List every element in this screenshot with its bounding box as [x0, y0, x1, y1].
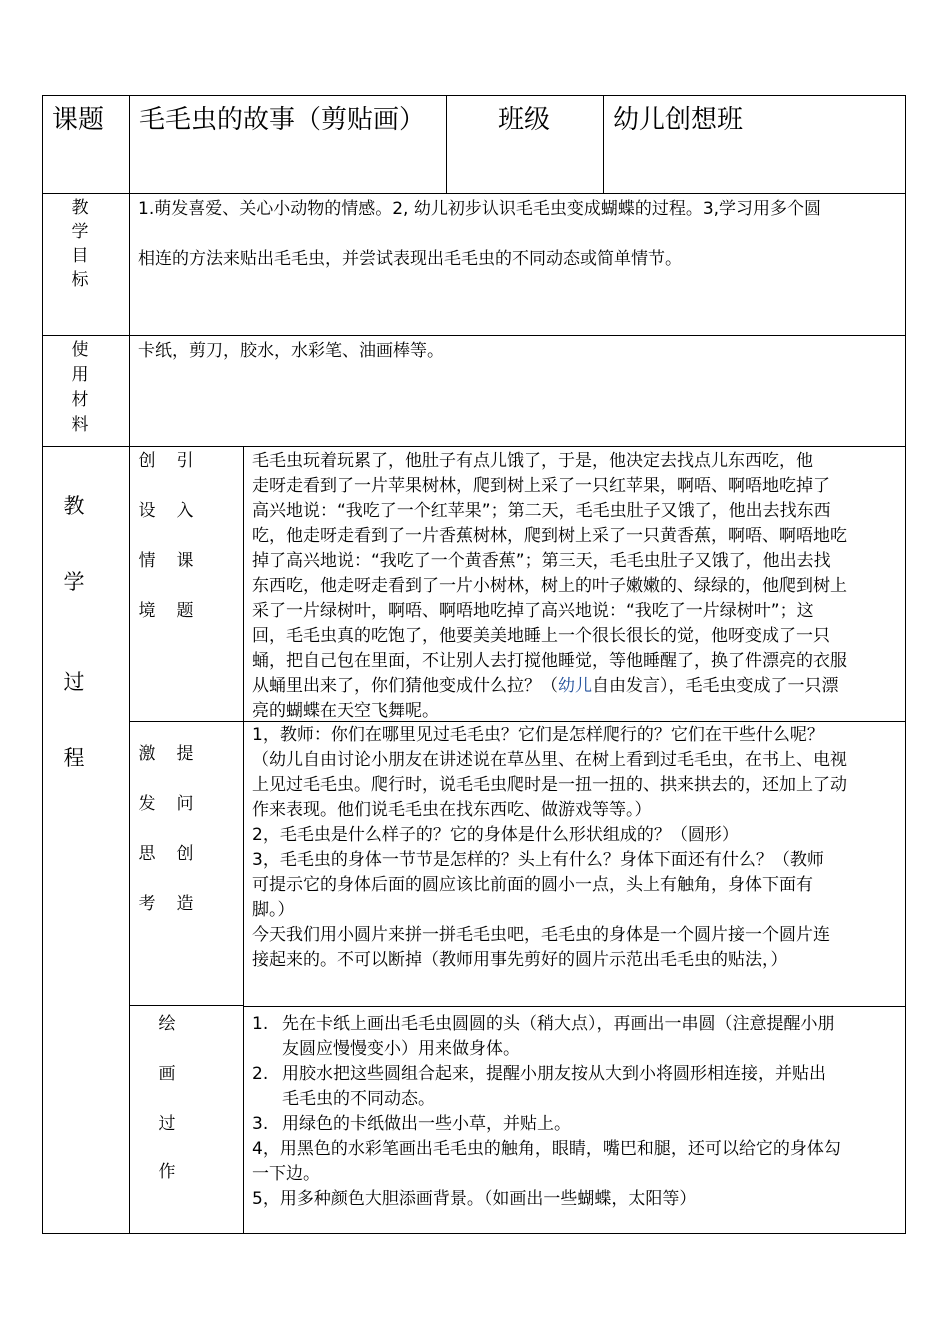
row-divider-process-2b: [243, 1006, 905, 1007]
table-border-right: [905, 95, 906, 1234]
goals-line-1: 1.萌发喜爱、关心小动物的情感。2, 幼儿初步认识毛毛虫变成蝴蝶的过程。3,学习用多个圆: [138, 199, 822, 219]
col-divider-sublabel: [243, 446, 244, 1234]
highlight-children: 幼儿: [558, 676, 592, 696]
table-border-bottom: [42, 1233, 905, 1234]
section2-label-4a: 考: [138, 894, 156, 914]
step-1: 1. 先在卡纸上画出毛毛虫圆圆的头（稍大点），再画出一串圆（注意提醒小朋: [252, 1014, 835, 1034]
section2-label-4b: 造: [176, 894, 194, 914]
section3-label-4: 作: [158, 1162, 176, 1182]
row-divider-materials: [42, 446, 905, 447]
goals-line-2: 相连的方法来贴出毛毛虫，并尝试表现出毛毛虫的不同动态或简单情节。: [138, 249, 682, 269]
table-border-top: [42, 95, 905, 96]
materials-text: 卡纸，剪刀，胶水，水彩笔、油画棒等。: [138, 341, 444, 361]
process-label-char-1: 教: [63, 494, 85, 518]
row-divider-goals: [42, 335, 905, 336]
section2-label-1b: 提: [176, 744, 194, 764]
topic-value: 毛毛虫的故事（剪贴画）: [139, 105, 426, 135]
section3-steps: 1. 先在卡纸上画出毛毛虫圆圆的头（稍大点），再画出一串圆（注意提醒小朋 友圆应慢慢变小）用来做身体。 2. 用胶水把这些圆组合起来，提醒小朋友按从大到小将圆形相连接，并贴出 毛毛虫的不同动态。 3. 用绿色的卡纸做出一些小草，并贴上。 4，用黑色的水彩笔画出毛毛虫的触角，眼睛，嘴巴和腿，还可以给它的身体勾 一下边。 5，用多种颜色大胆添画背景。（如画出一些蝴蝶，太阳等）: [252, 1012, 841, 1212]
table-border-left: [42, 95, 43, 1234]
process-label-char-4: 程: [63, 746, 85, 770]
process-label-char-3: 过: [63, 670, 85, 694]
goals-label: 教 学 目 标: [71, 198, 89, 290]
section1-story: 毛毛虫玩着玩累了，他肚子有点儿饿了，于是，他决定去找点儿东西吃，他 走呀走看到了一片苹果树林，爬到树上采了一只红苹果，啊唔、啊唔地吃掉了 高兴地说：“我吃了一个红苹果”；第二天，毛毛虫肚子又饿了，他出去找东西 吃，他走呀走看到了一片香蕉树林，爬到树上采了一只黄香蕉，啊唔、啊唔地吃 掉了高兴地说：“我吃了一个黄香蕉”；第三天，毛毛虫肚子又饿了，他出去找 东西吃，他走呀走看到了一片小树林，树上的叶子嫩嫩的、绿绿的，他爬到树上 采了一片绿树叶，啊唔、啊唔地吃掉了高兴地说：“我吃了一片绿树叶”；这 回，毛毛虫真的吃饱了，他要美美地睡上一个很长很长的觉，他呀变成了一只 蛹，把自己包在里面，不让别人去打搅他睡觉，等他睡醒了，换了件漂亮的衣服 从蛹里出来了，你们猜他变成什么拉？（幼儿自由发言），毛毛虫变成了一只漂 亮的蝴蝶在天空飞舞呢。: [252, 451, 847, 721]
section1-label-3b: 课: [176, 551, 194, 571]
section3-label-2: 画: [158, 1064, 176, 1084]
section2-label-3b: 创: [176, 844, 194, 864]
section2-label-1a: 激: [138, 744, 156, 764]
section1-label-1b: 引: [176, 451, 194, 471]
section1-label-4a: 境: [138, 601, 156, 621]
section2-label-2b: 问: [176, 794, 194, 814]
class-value: 幼儿创想班: [613, 105, 744, 135]
materials-label: 使 用 材 料: [71, 340, 89, 435]
col-divider-label: [129, 95, 130, 1234]
step-5: 5，用多种颜色大胆添画背景。（如画出一些蝴蝶，太阳等）: [252, 1189, 697, 1209]
section1-label-2b: 入: [176, 501, 194, 521]
process-label-char-2: 学: [63, 570, 85, 594]
class-label: 班级: [498, 105, 551, 135]
step-2: 2. 用胶水把这些圆组合起来，提醒小朋友按从大到小将圆形相连接，并贴出: [252, 1064, 826, 1084]
section1-label-3a: 情: [138, 551, 156, 571]
section1-label-1a: 创: [138, 451, 156, 471]
topic-label: 课题: [52, 105, 105, 135]
section2-questions: 1，教师：你们在哪里见过毛毛虫？它们是怎样爬行的？它们在干些什么呢？ （幼儿自由讨论小朋友在讲述说在草丛里、在树上看到过毛毛虫，在书上、电视 上见过毛毛虫。爬行时，说毛毛虫爬时是一扭一扭的、拱来拱去的，还加上了动 作来表现。他们说毛毛虫在找东西吃、做游戏等等。） 2，毛毛虫是什么样子的？它的身体是什么形状组成的？（圆形） 3，毛毛虫的身体一节节是怎样的？头上有什么？身体下面还有什么？（教师 可提示它的身体后面的圆应该比前面的圆小一点，头上有触角，身体下面有 脚。） 今天我们用小圆片来拼一拼毛毛虫吧，毛毛虫的身体是一个圆片接一个圆片连 接起来的。不可以断掉（教师用事先剪好的圆片示范出毛毛虫的贴法，）: [252, 725, 847, 970]
step-4: 4，用黑色的水彩笔画出毛毛虫的触角，眼睛，嘴巴和腿，还可以给它的身体勾: [252, 1139, 841, 1159]
col-divider-header-2: [603, 95, 604, 194]
step-3: 3. 用绿色的卡纸做出一些小草，并贴上。: [252, 1114, 571, 1134]
row-divider-process-2a: [129, 1005, 243, 1006]
section2-label-2a: 发: [138, 794, 156, 814]
section3-label-1: 绘: [158, 1014, 176, 1034]
section1-label-4b: 题: [176, 601, 194, 621]
section3-label-3: 过: [158, 1114, 176, 1134]
col-divider-header-1: [446, 95, 447, 194]
section2-label-3a: 思: [138, 844, 156, 864]
row-divider-header: [42, 193, 905, 194]
section1-label-2a: 设: [138, 501, 156, 521]
